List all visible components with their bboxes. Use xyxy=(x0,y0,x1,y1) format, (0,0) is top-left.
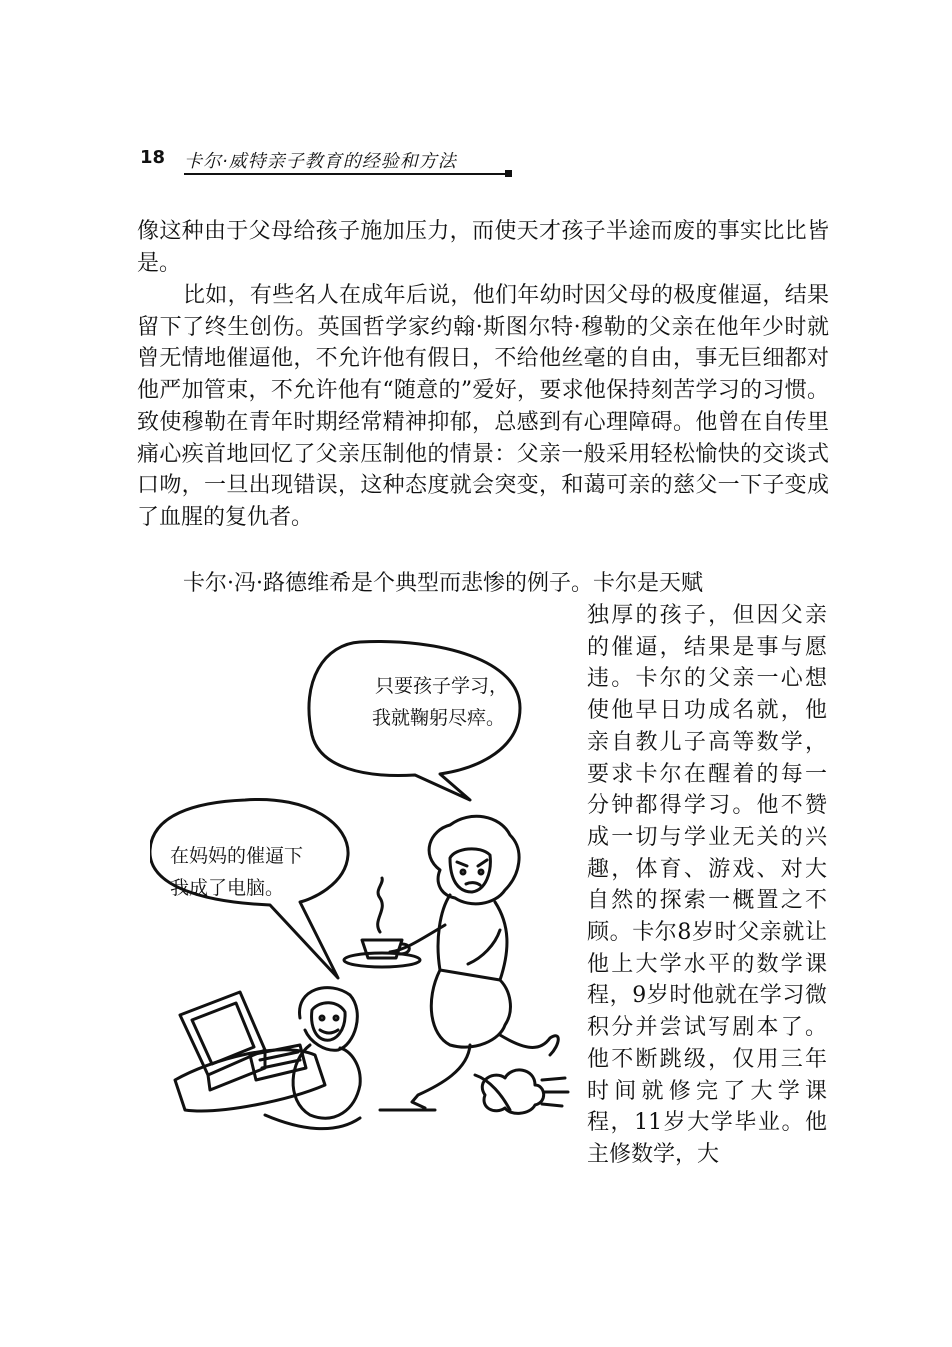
coffee-cup xyxy=(344,878,420,967)
child-bubble-line-1: 在妈妈的催逼下 xyxy=(170,845,304,867)
girl-figure xyxy=(265,988,360,1129)
header-rule xyxy=(184,173,506,175)
page-number: 18 xyxy=(140,147,166,168)
paragraph-3-column: 独厚的孩子，但因父亲的催逼，结果是事与愿违。卡尔的父亲一心想使他早日功成名就，他亲自教儿子高等数学，要求卡尔在醒着的每一分钟都得学习。他不赞成一切与学业无关的兴趣，体育、游戏、对大自然的探索一概置之不顾。卡尔8岁时父亲就让他上大学水平的数学课程，9岁时他就在学习微积分并尝试写剧本了。他不断跳级，仅用三年时间就修完了大学课程，11岁大学毕业。他主修数学，大 xyxy=(587,603,827,1167)
mother-bubble-line-2: 我就鞠躬尽瘁。 xyxy=(372,707,506,729)
paragraph-2: 比如，有些名人在成年后说，他们年幼时因父母的极度催逼，结果留下了终生创伤。英国哲学家约翰·斯图尔特·穆勒的父亲在他年少时就曾无情地催逼他，不允许他有假日，不给他丝毫的自由，事无巨细都对他严加管束，不允许他有“随意的”爱好，要求他保持刻苦学习的习惯。致使穆勒在青年时期经常精神抑郁，总感到有心理障碍。他曾在自传里痛心疾首地回忆了父亲压制他的情景：父亲一般采用轻松愉快的交谈式口吻，一旦出现错误，这种态度就会突变，和蔼可亲的慈父一下子变成了血腥的复仇者。 xyxy=(137,283,829,530)
running-header xyxy=(140,147,512,175)
cartoon-illustration xyxy=(150,640,570,1150)
paragraph-3-first-line: 卡尔·冯·路德维希是个典型而悲惨的例子。卡尔是天赋 xyxy=(183,571,703,596)
mother-bubble-line-1: 只要孩子学习， xyxy=(375,675,509,697)
book-title: 卡尔·威特亲子教育的经验和方法 xyxy=(184,151,457,172)
mother-figure xyxy=(380,816,558,1110)
dust-cloud xyxy=(482,1070,543,1113)
header-rule-end-dot xyxy=(505,170,512,177)
child-bubble-line-2: 我成了电脑。 xyxy=(170,877,285,899)
paragraph-1: 像这种由于父母给孩子施加压力，而使天才孩子半途而废的事实比比皆是。 xyxy=(137,219,829,276)
